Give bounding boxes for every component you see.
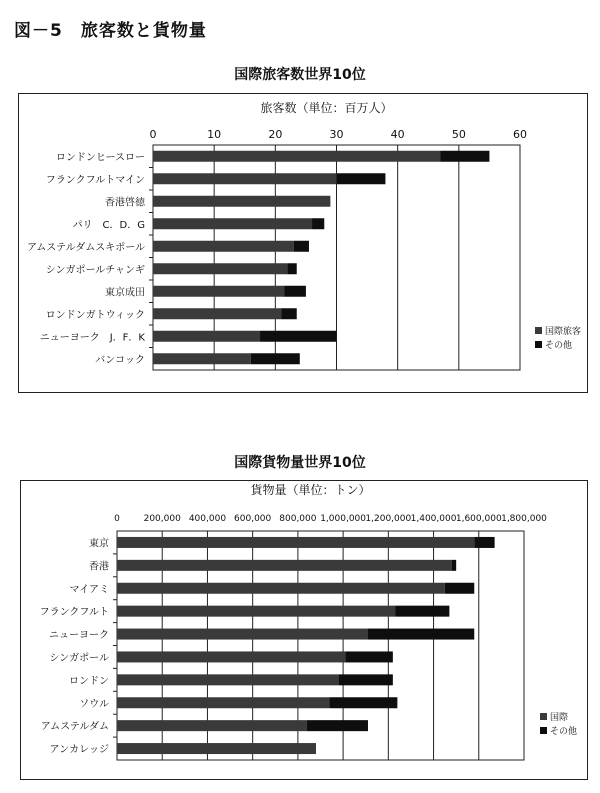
passenger-axis-title: 旅客数（単位：百万人）: [260, 101, 393, 115]
passenger-tick-label: 10: [207, 128, 222, 141]
cargo-legend-label: 国際: [550, 713, 569, 723]
passenger-tick-label: 0: [149, 128, 157, 141]
cargo-tick-label: 600,000: [234, 514, 272, 524]
cargo-category-label: ソウル: [79, 698, 109, 710]
cargo-bar-other: [368, 629, 474, 640]
cargo-tick-label: 800,000: [279, 514, 317, 524]
cargo-category-label: シンガポール: [49, 652, 109, 664]
passenger-legend-label: 国際旅客: [545, 327, 582, 337]
cargo-tick-label: 400,000: [188, 514, 227, 524]
passenger-tick-label: 50: [451, 128, 466, 141]
cargo-bar-other: [395, 606, 449, 617]
passenger-tick-label: 30: [329, 128, 344, 141]
cargo-bar-other: [452, 560, 457, 571]
cargo-bar-other: [307, 720, 368, 731]
cargo-category-label: 東京: [89, 538, 109, 550]
passenger-chart-title: 国際旅客数世界10位: [234, 67, 366, 83]
passenger-category-label: 東京成田: [105, 287, 145, 299]
cargo-chart-title: 国際貨物量世界10位: [234, 455, 366, 471]
cargo-tick-label: 0: [114, 514, 120, 524]
passenger-category-label: ニューヨーク J．F．K: [39, 332, 145, 344]
cargo-category-label: ニューヨーク: [49, 630, 109, 642]
cargo-bar-primary: [117, 720, 307, 731]
cargo-bar-primary: [117, 583, 445, 594]
passenger-category-label: ロンドンヒースロー: [55, 152, 145, 164]
passenger-category-label: 香港啓徳: [105, 197, 145, 209]
cargo-category-label: アムステルダム: [40, 721, 109, 733]
cargo-bar-primary: [117, 560, 452, 571]
figure-label: 図－5 旅客数と貨物量: [14, 21, 207, 41]
cargo-tick-label: 1,800,000: [501, 514, 547, 524]
passenger-category-label: バンコック: [95, 354, 145, 366]
cargo-tick-label: 1,200,000: [365, 514, 412, 524]
cargo-category-label: 香港: [89, 561, 109, 573]
cargo-bar-other: [345, 651, 392, 662]
passenger-category-label: パリ C．D．G: [72, 219, 145, 231]
passenger-category-label: ロンドンガトウィック: [45, 309, 145, 321]
cargo-axis-title: 貨物量（単位：トン）: [250, 483, 371, 497]
passenger-tick-label: 20: [268, 128, 283, 141]
cargo-bar-other: [339, 674, 393, 685]
cargo-bar-primary: [117, 629, 368, 640]
passenger-tick-label: 40: [390, 128, 405, 141]
cargo-bar-primary: [117, 606, 395, 617]
cargo-bar-primary: [117, 651, 345, 662]
cargo-bar-primary: [117, 537, 474, 548]
cargo-tick-label: 1,000,000: [320, 514, 367, 524]
cargo-category-label: アンカレッジ: [49, 744, 109, 756]
cargo-tick-label: 1,600,000: [455, 514, 502, 524]
cargo-bar-other: [330, 697, 398, 708]
cargo-bar-other: [445, 583, 474, 594]
passenger-category-label: シンガポールチャンギ: [45, 264, 145, 276]
cargo-bar-primary: [117, 697, 330, 708]
passenger-category-label: アムステルダムスキポール: [27, 242, 145, 254]
cargo-tick-label: 200,000: [143, 514, 181, 524]
cargo-tick-label: 1,400,000: [410, 514, 457, 524]
cargo-category-label: マイアミ: [69, 584, 109, 596]
passenger-category-label: フランクフルトマイン: [45, 174, 145, 186]
cargo-bar-other: [474, 537, 494, 548]
passenger-legend-label: その他: [545, 341, 573, 351]
cargo-legend-swatch: [540, 727, 547, 734]
cargo-category-label: ロンドン: [69, 675, 109, 687]
cargo-bar-primary: [117, 674, 339, 685]
passenger-tick-label: 60: [513, 128, 527, 141]
cargo-legend-swatch: [540, 713, 547, 720]
cargo-legend-label: その他: [550, 727, 578, 737]
cargo-bar-primary: [117, 743, 316, 754]
cargo-category-label: フランクフルト: [39, 607, 109, 619]
